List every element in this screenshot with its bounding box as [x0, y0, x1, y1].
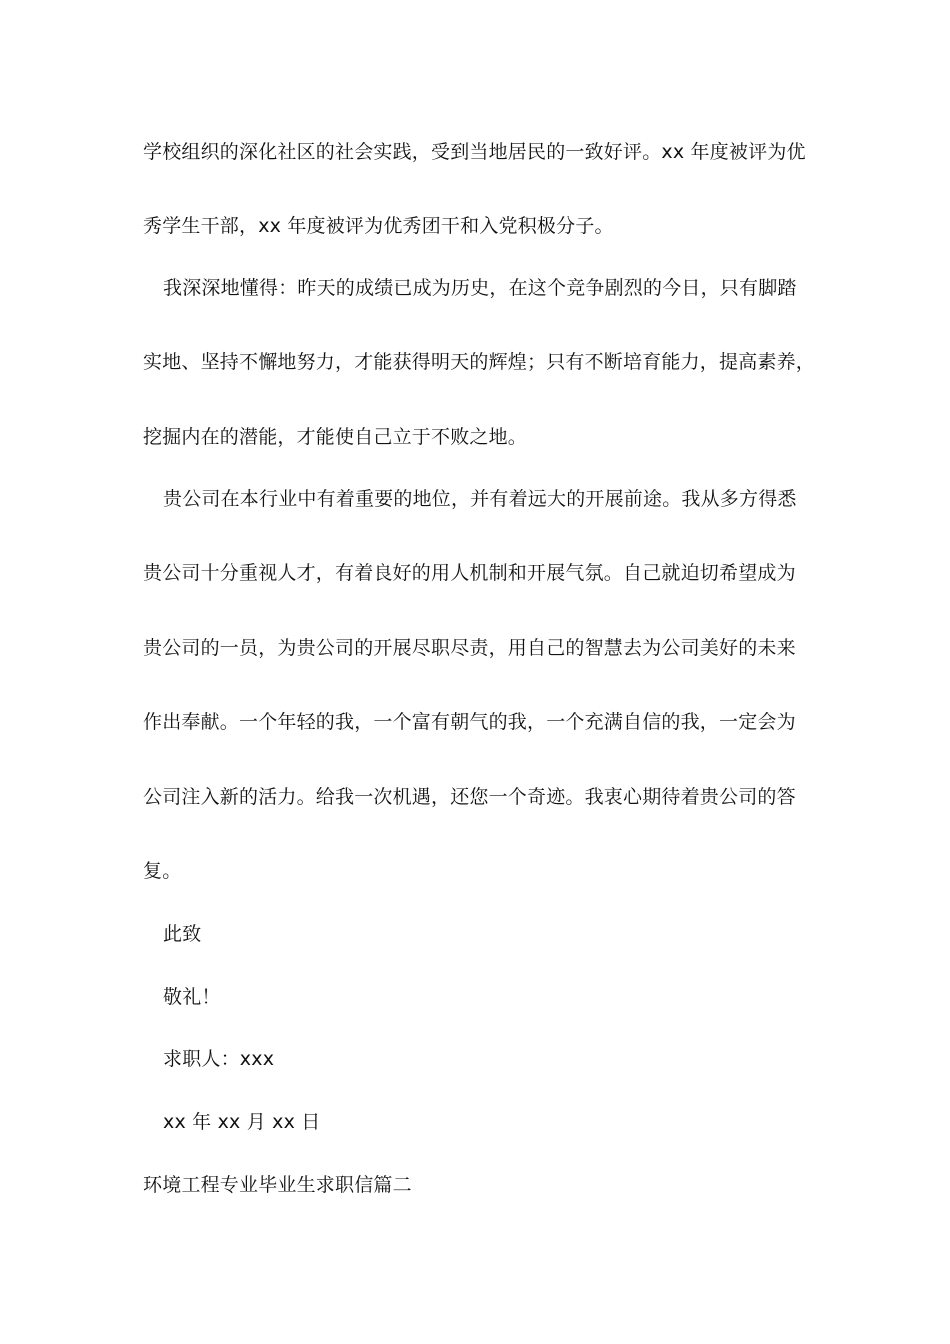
paragraph-start-line: 贵公司在本行业中有着重要的地位，并有着远大的开展前途。我从多方得悉 — [163, 488, 797, 510]
applicant-signature: 求职人：xxx — [163, 1048, 275, 1070]
closing-respect: 敬礼！ — [163, 986, 221, 1008]
body-text-line: 作出奉献。一个年轻的我，一个富有朝气的我，一个充满自信的我，一定会为 — [143, 711, 796, 733]
body-text-line: 复。 — [143, 860, 182, 882]
paragraph-start-line: 我深深地懂得：昨天的成绩已成为历史，在这个竞争剧烈的今日，只有脚踏 — [163, 277, 797, 299]
letter-date: xx 年 xx 月 xx 日 — [163, 1111, 321, 1133]
body-text-line: 挖掘内在的潜能，才能使自己立于不败之地。 — [143, 426, 528, 448]
body-text-line: 贵公司的一员，为贵公司的开展尽职尽责，用自己的智慧去为公司美好的未来 — [143, 637, 796, 659]
closing-salutation: 此致 — [163, 923, 202, 945]
body-text-line: 公司注入新的活力。给我一次机遇，还您一个奇迹。我衷心期待着贵公司的答 — [143, 786, 796, 808]
body-text-line: 学校组织的深化社区的社会实践，受到当地居民的一致好评。xx 年度被评为优 — [143, 141, 806, 163]
body-text-line: 实地、坚持不懈地努力，才能获得明天的辉煌；只有不断培育能力，提高素养， — [143, 351, 816, 373]
body-text-line: 贵公司十分重视人才，有着良好的用人机制和开展气氛。自己就迫切希望成为 — [143, 562, 796, 584]
section-title: 环境工程专业毕业生求职信篇二 — [143, 1174, 412, 1196]
body-text-line: 秀学生干部，xx 年度被评为优秀团干和入党积极分子。 — [143, 215, 614, 237]
